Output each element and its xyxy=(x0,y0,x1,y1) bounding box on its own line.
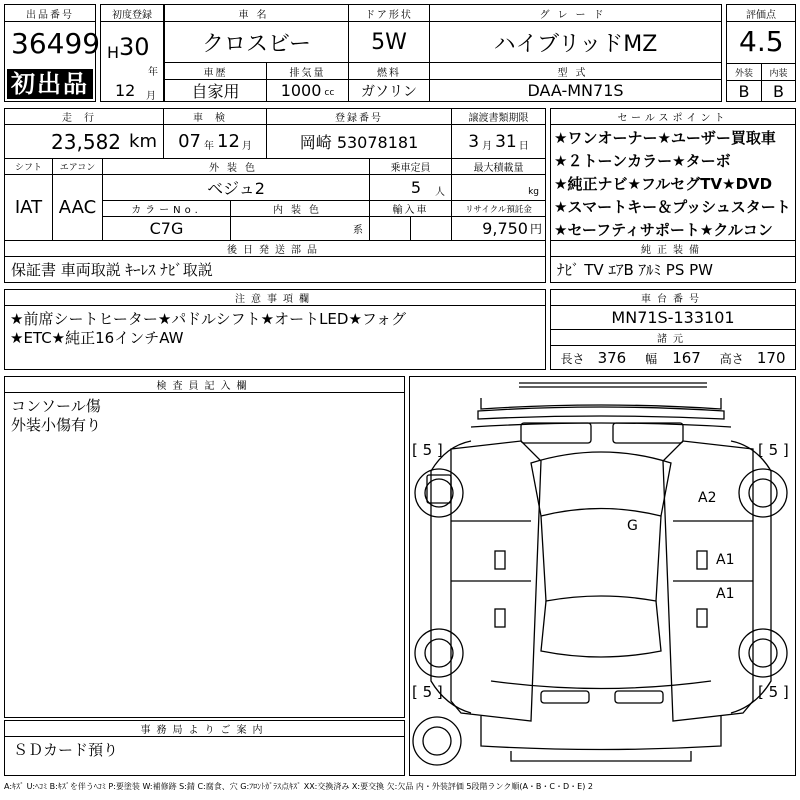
tire-front-left: [ 5 ] xyxy=(412,441,443,459)
office-label: 事務局よりご案内 xyxy=(4,720,405,737)
capacity-cell xyxy=(369,174,452,201)
displacement-unit: cc xyxy=(324,88,335,98)
office-box xyxy=(4,720,405,776)
spec-length-label: 長さ xyxy=(560,352,585,366)
cautions-lines xyxy=(10,310,406,348)
genuine-equipment-value: ﾅﾋﾞ TV ｴｱB ｱﾙﾐ PS PW xyxy=(550,256,796,283)
exterior-grade-label: 外装 xyxy=(726,63,762,81)
door-value: 5W xyxy=(348,21,430,63)
chassis-label: 車台番号 xyxy=(550,289,796,306)
sales-point-item: ★純正ナビ★フルセグTV★DVD xyxy=(554,175,773,193)
fuel-label: 燃料 xyxy=(348,62,430,80)
spec-width-value: 167 xyxy=(672,349,701,367)
transfer-day-unit: 日 xyxy=(518,141,529,152)
inspection-month: 12 xyxy=(217,131,240,152)
damage-mark-a2: A2 xyxy=(698,490,717,506)
inspection-year: 07 xyxy=(178,131,201,152)
exterior-grade: B xyxy=(726,80,762,102)
recycle-value: 9,750 xyxy=(482,219,528,238)
tire-front-right: [ 5 ] xyxy=(758,441,789,459)
car-name-label: 車名 xyxy=(164,4,349,22)
registration-year: 30 xyxy=(119,33,150,61)
inspection-year-unit: 年 xyxy=(204,141,214,152)
spec-height xyxy=(720,348,786,367)
caution-line: ★前席シートヒーター★パドルシフト★オートLED★フォグ xyxy=(10,310,407,328)
transfer-month: 3 xyxy=(468,131,480,152)
displacement-value: 1000 xyxy=(280,81,322,100)
history-label: 車歴 xyxy=(164,62,267,80)
first-registration-box xyxy=(100,4,164,102)
inspector-line: 外装小傷有り xyxy=(11,416,102,434)
first-registration-label: 初度登録 xyxy=(100,4,164,22)
mileage-value: 23,582 xyxy=(51,129,122,154)
interior-grade: B xyxy=(761,80,796,102)
reg-number-value: 岡崎 53078181 xyxy=(266,124,452,159)
spec-width xyxy=(645,348,701,367)
sales-points-list xyxy=(554,127,791,242)
color-no-label: カラーNo. xyxy=(102,200,231,217)
sales-points-box xyxy=(550,108,796,241)
history-value: 自家用 xyxy=(164,79,267,102)
recycle-label: リサイクル預託金 xyxy=(451,200,546,217)
int-color-label: 内装色 xyxy=(230,200,370,217)
transfer-month-unit: 月 xyxy=(482,141,493,152)
door-label: ドア形状 xyxy=(348,4,430,22)
mileage-unit: km xyxy=(129,131,157,152)
ext-color-value: ベジュ2 xyxy=(102,174,370,201)
inspector-line: コンソール傷 xyxy=(11,397,101,415)
score-label: 評価点 xyxy=(726,4,796,22)
inspector-box xyxy=(4,376,405,718)
car-diagram-box xyxy=(409,376,796,776)
ac-label: エアコン xyxy=(52,158,103,175)
damage-mark-a1-upper: A1 xyxy=(716,552,735,568)
cautions-label: 注意事項欄 xyxy=(4,289,546,306)
ac-value: AAC xyxy=(52,174,103,241)
mileage-cell xyxy=(4,124,164,159)
score-value: 4.5 xyxy=(739,25,784,58)
fuel-value: ガソリン xyxy=(348,79,430,102)
import-cell xyxy=(369,216,452,241)
registration-month: 12 xyxy=(115,81,136,100)
grade-label: グレード xyxy=(429,4,722,22)
transfer-label: 譲渡書類期限 xyxy=(451,108,546,125)
legend-footer: A:ｷｽﾞ U:ﾍｺﾐ B:ｷｽﾞを伴うﾍｺﾐ P:要塗装 W:補修跡 S:錆 C:腐食、穴 G:ﾌﾛﾝﾄｶﾞﾗｽ点ｷｽﾞ XX:交換済み X:要交換 欠:欠品 内・外装評価 5段階ランク順(A・B・C・D・E) 2 xyxy=(4,782,593,791)
lot-number: 36499 xyxy=(11,27,101,60)
model-value: DAA-MN71S xyxy=(429,79,722,102)
caution-line: ★ETC★純正16インチAW xyxy=(10,329,184,347)
inspection-cell xyxy=(163,124,267,159)
int-color-cell xyxy=(230,216,370,241)
capacity-unit: 人 xyxy=(435,186,445,198)
car-name: クロスビー xyxy=(164,21,349,63)
spec-length-value: 376 xyxy=(597,349,627,367)
spec-length xyxy=(560,348,626,367)
lot-number-box xyxy=(4,4,101,102)
max-load-unit: kg xyxy=(528,187,539,197)
spec-height-value: 170 xyxy=(756,349,786,367)
specs-label: 諸元 xyxy=(550,329,796,346)
chassis-value: MN71S-133101 xyxy=(550,305,796,330)
specs-row xyxy=(550,345,796,370)
sales-points-label: セールスポイント xyxy=(550,108,796,125)
sales-point-item: ★２トーンカラー★ターボ xyxy=(554,152,731,170)
spec-height-label: 高さ xyxy=(719,352,744,366)
displacement-cell xyxy=(266,79,349,102)
spec-width-label: 幅 xyxy=(645,352,658,366)
interior-grade-label: 内装 xyxy=(761,63,796,81)
year-unit: 年 xyxy=(148,67,158,78)
transfer-cell xyxy=(451,124,546,159)
import-divider xyxy=(410,217,411,240)
recycle-unit: 円 xyxy=(529,222,542,236)
grade-value: ハイブリッドMZ xyxy=(429,21,722,63)
ext-color-label: 外装色 xyxy=(102,158,370,175)
import-label: 輸入車 xyxy=(369,200,452,217)
displacement-label: 排気量 xyxy=(266,62,349,80)
office-value: ＳＤカード預り xyxy=(13,741,119,759)
first-listing-badge: 初出品 xyxy=(7,69,93,99)
month-unit: 月 xyxy=(146,91,156,102)
inspector-label: 検査員記入欄 xyxy=(4,376,405,393)
recycle-cell xyxy=(451,216,546,241)
sales-point-item: ★スマートキー＆プッシュスタート xyxy=(554,198,791,216)
capacity-label: 乗車定員 xyxy=(369,158,452,175)
shift-value: IAT xyxy=(4,174,53,241)
transfer-day: 31 xyxy=(495,131,517,152)
color-no-value: C7G xyxy=(102,216,231,241)
damage-mark-g: G xyxy=(627,518,638,534)
cautions-box xyxy=(4,289,546,370)
sales-point-item: ★セーフティサポート★クルコン xyxy=(554,221,773,239)
mileage-label: 走行 xyxy=(4,108,164,125)
inspector-lines xyxy=(11,397,101,435)
genuine-equipment-label: 純正装備 xyxy=(550,240,796,257)
era-letter: H xyxy=(107,43,120,62)
capacity-value: 5 xyxy=(410,178,421,197)
damage-mark-a1-lower: A1 xyxy=(716,586,735,602)
sales-point-item: ★ワンオーナー★ユーザー買取車 xyxy=(554,129,776,147)
model-label: 型式 xyxy=(429,62,722,80)
max-load-label: 最大積載量 xyxy=(451,158,546,175)
int-color-suffix: 系 xyxy=(353,225,363,236)
reg-number-label: 登録番号 xyxy=(266,108,452,125)
lot-number-label: 出品番号 xyxy=(4,4,96,22)
tire-rear-left: [ 5 ] xyxy=(412,683,443,701)
max-load-cell xyxy=(451,174,546,201)
shift-label: シフト xyxy=(4,158,53,175)
inspection-month-unit: 月 xyxy=(241,141,252,152)
inspection-label: 車検 xyxy=(163,108,267,125)
tire-rear-right: [ 5 ] xyxy=(758,683,789,701)
deferred-parts-label: 後日発送部品 xyxy=(4,240,546,257)
score-box xyxy=(726,4,796,102)
car-diagram xyxy=(410,377,795,775)
deferred-parts-value: 保証書 車両取説 ｷｰﾚｽ ﾅﾋﾞ取説 xyxy=(4,256,546,283)
